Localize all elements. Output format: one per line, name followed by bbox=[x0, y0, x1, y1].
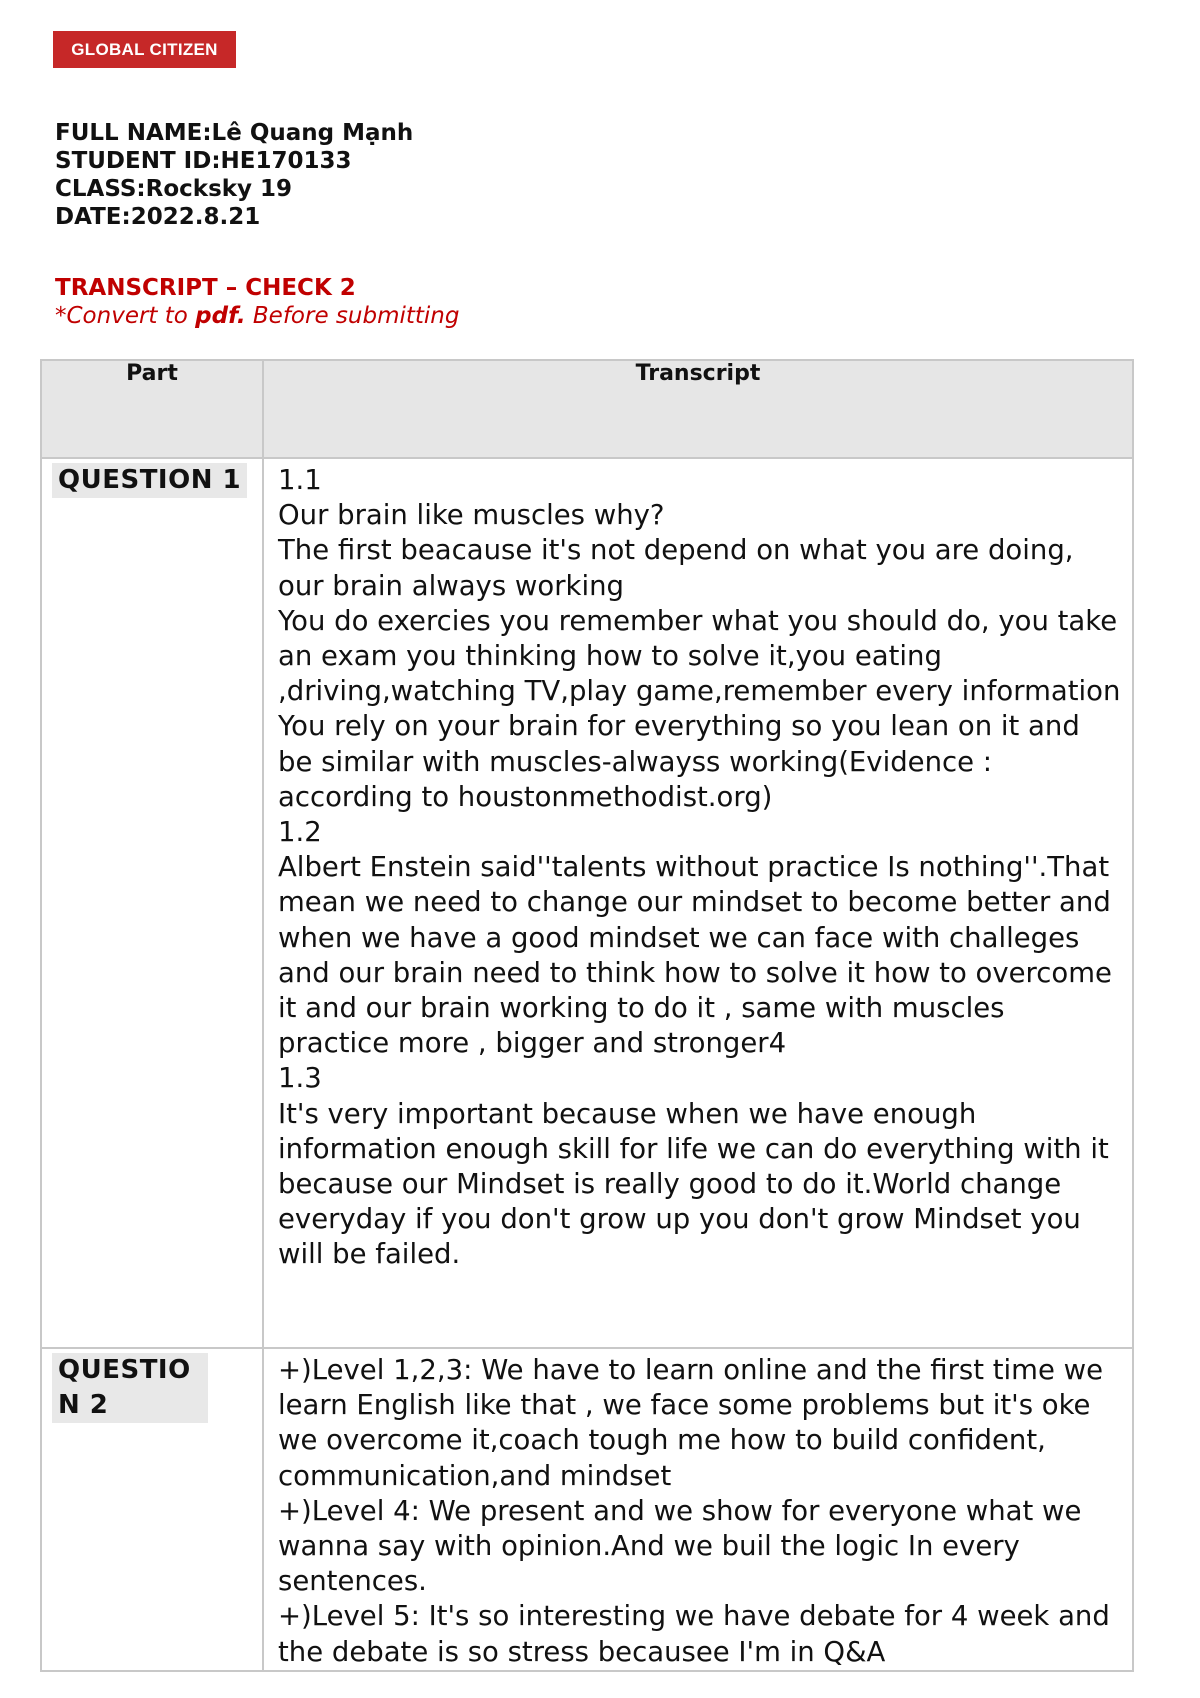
note-emphasis: pdf. bbox=[195, 303, 246, 329]
part-cell bbox=[41, 1348, 263, 1671]
student-info bbox=[55, 119, 413, 231]
note-prefix: *Convert to bbox=[55, 303, 196, 329]
question-1-label: QUESTION 1 bbox=[52, 463, 247, 498]
transcript-table bbox=[40, 359, 1134, 1672]
table-row bbox=[41, 1348, 1133, 1671]
question-2-transcript: +)Level 1,2,3: We have to learn online and the first time we learn English like that , we face some problems but it's oke we overcome it,coach tough me how to build confident, communication,and mindset +)Level 4: We present and we show for everyone what we wanna say with opinion.And we buil the logic In every sentences. +)Level 5: It's so interesting we have debate for 4 week and the debate is so stress becausee I'm in Q&A bbox=[278, 1354, 1110, 1668]
transcript-cell bbox=[263, 458, 1133, 1348]
date: DATE:2022.8.21 bbox=[55, 204, 261, 230]
submission-note bbox=[55, 302, 459, 330]
class-name: CLASS:Rocksky 19 bbox=[55, 176, 293, 202]
question-2-label: QUESTION 2 bbox=[52, 1353, 208, 1423]
transcript-column-header: Transcript bbox=[263, 360, 1133, 458]
global-citizen-logo: GLOBAL CITIZEN bbox=[53, 31, 236, 68]
full-name: FULL NAME:Lê Quang Mạnh bbox=[55, 120, 414, 146]
part-cell bbox=[41, 458, 263, 1348]
part-column-header: Part bbox=[41, 360, 263, 458]
note-suffix: Before submitting bbox=[245, 303, 460, 329]
transcript-cell bbox=[263, 1348, 1133, 1671]
student-id: STUDENT ID:HE170133 bbox=[55, 148, 352, 174]
table-header-row bbox=[41, 360, 1133, 458]
question-1-transcript: 1.1 Our brain like muscles why? The first beacause it's not depend on what you are doing, our brain always working You do exercies you remember what you should do, you take an exam you thinking how to solve it,you eating ,driving,watching TV,play game,remember every information You rely on your brain for everything so you lean on it and be similar with muscles-alwayss working(Evidence : according to houstonmethodist.org) 1.2 Albert Enstein said''talents without practice Is nothing''.That mean we need to change our mindset to become better and when we have a good mindset we can face with challeges and our brain need to think how to solve it how to overcome it and our brain working to do it , same with muscles practice more , bigger and stronger4 1.3 It's very important because when we have enough information enough skill for life we can do everything with it because our Mindset is really good to do it.World change everyday if you don't grow up you don't grow Mindset you will be failed. bbox=[278, 464, 1121, 1271]
document-title: TRANSCRIPT – CHECK 2 bbox=[55, 275, 356, 301]
table-row bbox=[41, 458, 1133, 1348]
